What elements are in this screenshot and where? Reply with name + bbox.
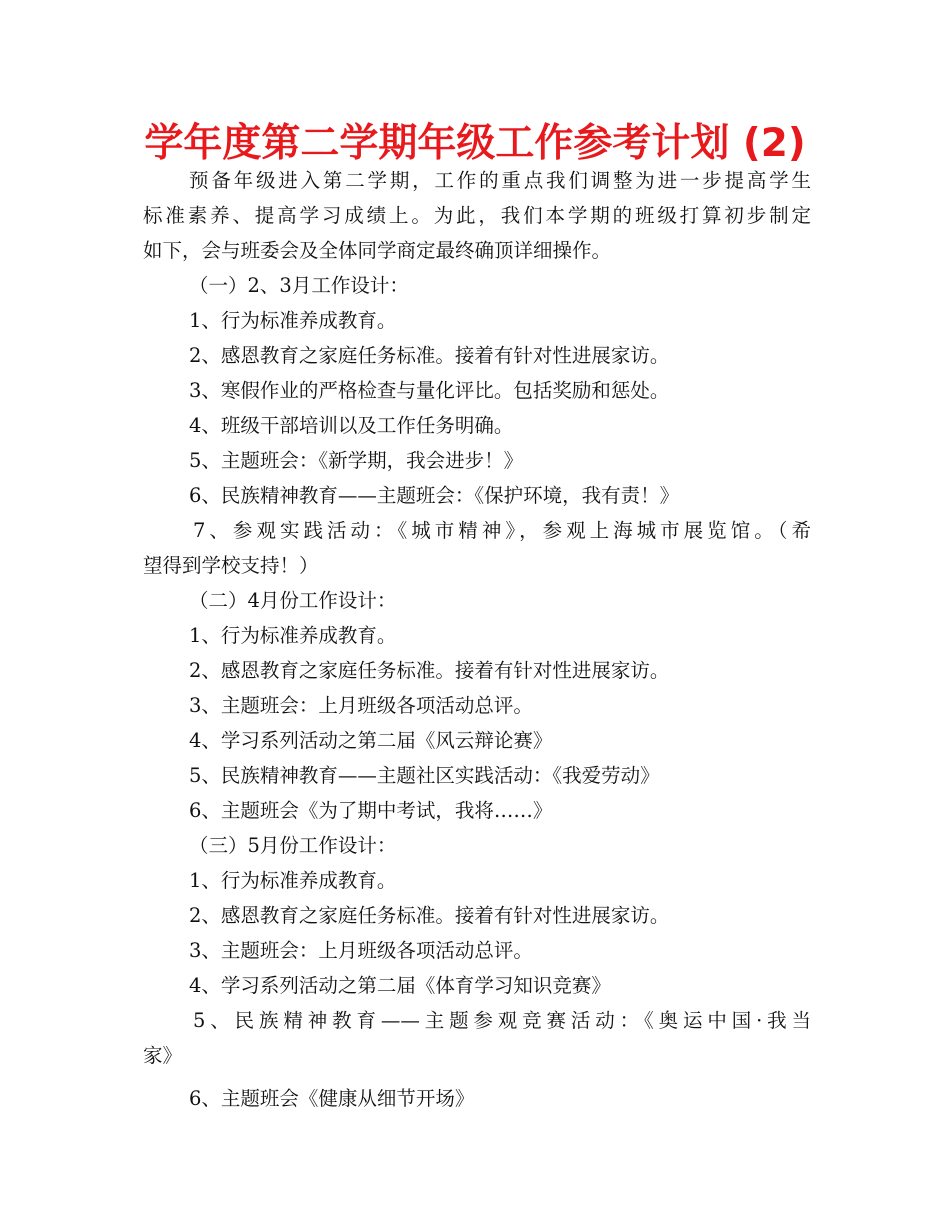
section-3-item-6: 6、主题班会《健康从细节开场》 (189, 1087, 475, 1110)
section-1-item-3: 3、寒假作业的严格检查与量化评比。包括奖励和惩处。 (189, 379, 670, 402)
section-1-item-6: 6、民族精神教育——主题班会：《保护环境，我有责！》 (189, 484, 680, 507)
section-2-item-5: 5、民族精神教育——主题社区实践活动：《我爱劳动》 (189, 764, 660, 787)
document-body (143, 163, 811, 1116)
section-1-item-1: 1、行为标准养成教育。 (189, 309, 397, 332)
section-3-item-3: 3、主题班会：上月班级各项活动总评。 (189, 939, 533, 962)
section-3-item-4: 4、学习系列活动之第二届《体育学习知识竞赛》 (189, 974, 611, 997)
section-1-item-7-line-1: 7、参观实践活动：《城市精神》，参观上海城市展览馆。（希 (193, 519, 811, 542)
section-1-heading: （一）2、3月工作设计： (189, 274, 409, 297)
section-3-heading: （三）5月份工作设计： (189, 834, 397, 857)
section-3-item-5-line-2: 家》 (143, 1044, 183, 1067)
section-2-item-2: 2、感恩教育之家庭任务标准。接着有针对性进展家访。 (189, 659, 670, 682)
section-1-item-5: 5、主题班会：《新学期，我会进步！》 (189, 449, 524, 472)
section-3-item-5-line-1: 5、民族精神教育——主题参观竞赛活动：《奥运中国·我当 (193, 1009, 811, 1032)
section-3-item-2: 2、感恩教育之家庭任务标准。接着有针对性进展家访。 (189, 904, 670, 927)
section-1-item-4: 4、班级干部培训以及工作任务明确。 (189, 414, 514, 437)
intro-line-1: 预备年级进入第二学期，工作的重点我们调整为进一步提高学生 (189, 169, 811, 192)
section-2-item-1: 1、行为标准养成教育。 (189, 624, 397, 647)
section-1-item-7-line-2: 望得到学校支持！） (143, 554, 319, 577)
section-2-heading: （二）4月份工作设计： (189, 589, 397, 612)
section-2-item-3: 3、主题班会：上月班级各项活动总评。 (189, 694, 533, 717)
section-2-item-4: 4、学习系列活动之第二届《风云辩论赛》 (189, 729, 553, 752)
intro-line-2: 标准素养、提高学习成绩上。为此，我们本学期的班级打算初步制定 (143, 204, 811, 227)
document-title: 学年度第二学期年级工作参考计划 (2) (144, 121, 806, 166)
intro-line-3: 如下，会与班委会及全体同学商定最终确顶详细操作。 (143, 239, 612, 262)
section-2-item-6: 6、主题班会《为了期中考试，我将……》 (189, 799, 553, 822)
section-1-item-2: 2、感恩教育之家庭任务标准。接着有针对性进展家访。 (189, 344, 670, 367)
section-3-item-1: 1、行为标准养成教育。 (189, 869, 397, 892)
